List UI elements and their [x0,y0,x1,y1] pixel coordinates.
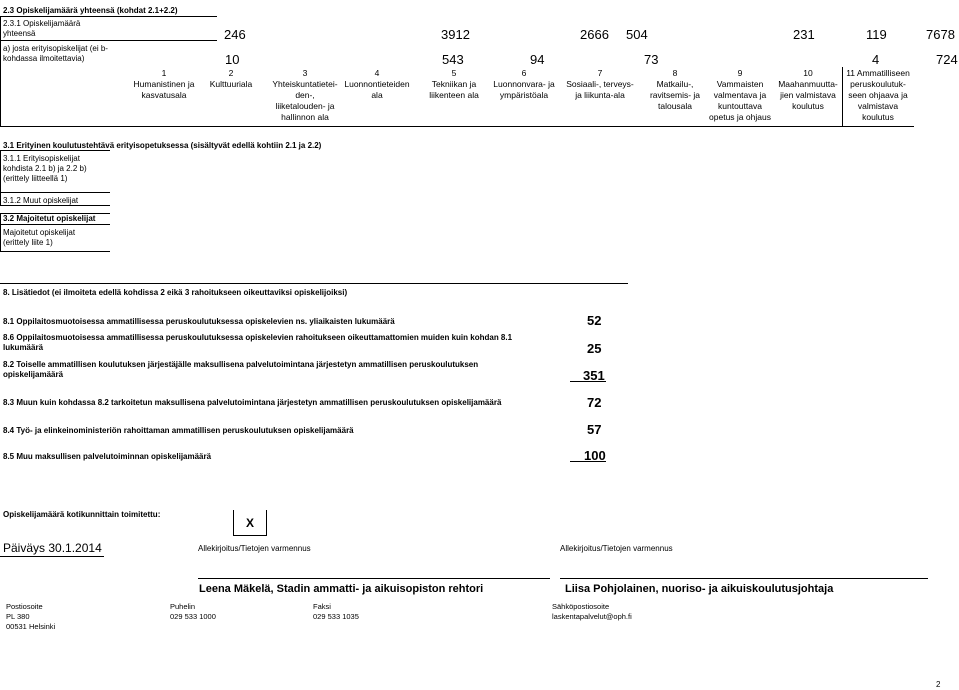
divider [0,205,110,206]
date-field: Päiväys 30.1.2014 [3,541,102,555]
divider [0,556,104,557]
divider [198,578,550,579]
divider [0,150,1,205]
total-value: 7678 [926,27,955,42]
category-header-2: 2 Kulttuuriala [209,68,253,89]
divider [0,16,217,17]
section-title-31: 3.1 Erityinen koulutustehtävä erityisopetuksessa (sisältyvät edellä kohtiin 2.1 ja 2.2) [3,141,322,150]
page-number: 2 [936,680,941,689]
footer-postal [6,602,55,632]
divider [0,213,1,251]
signature-label-2: Allekirjoitus/Tietojen varmennus [560,544,673,553]
phone-value: 029 533 1000 [170,612,216,621]
section-title-32: 3.2 Majoitetut opiskelijat [3,214,96,223]
phone-label: Puhelin [170,602,196,611]
divider [0,224,110,225]
divider [0,16,1,126]
item-8-5-label: 8.5 Muu maksullisen palvelutoiminnan opiskelijamäärä [3,452,212,461]
row-label-total-l2: yhteensä [3,29,36,38]
subsection-311-l1: 3.1.1 Erityisopiskelijat [3,154,80,163]
subsection-312: 3.1.2 Muut opiskelijat [3,196,79,205]
footer-email [552,602,632,622]
category-header-1: 1 Humanistinen ja kasvatusala [133,68,195,100]
category-header-4: 4 Luonnontieteiden ala [344,68,410,100]
row-label-special-l2: kohdassa ilmoitettavia) [3,54,85,63]
category-header-3: 3 Yhteiskuntatietei- den-, liiketalouden- ja hallinnon ala [272,68,338,122]
special-value: 543 [442,52,464,67]
category-header-6: 6 Luonnonvara- ja ympäristöala [493,68,555,100]
signature-label-1: Allekirjoitus/Tietojen varmennus [198,544,311,553]
category-header-8: 8 Matkailu-, ravitsemis- ja talousala [649,68,701,111]
subsection-311-l3: (erittely liitteellä 1) [3,174,68,183]
category-header-10: 10 Maahanmuutta- jien valmistava koulutus [778,68,838,111]
item-8-4-label: 8.4 Työ- ja elinkeinoministeriön rahoittaman ammatillisen peruskoulutuksen opiskelijamäärä [3,426,354,435]
category-header-9: 9 Vammaisten valmentava ja kuntouttava opetus ja ohjaus [709,68,771,122]
divider [0,126,914,127]
total-value: 504 [626,27,648,42]
item-8-6-label: 8.6 Oppilaitosmuotoisessa ammatillisessa peruskoulutuksessa opiskelevien rahoitukseen oikeuttamattomien muiden kuin kohdan 8.1 [3,333,513,342]
subsection-311-l2: kohdista 2.1 b) ja 2.2 b) [3,164,87,173]
signer-2: Liisa Pohjolainen, nuoriso- ja aikuiskoulutusjohtaja [565,583,834,595]
total-value: 3912 [441,27,470,42]
item-8-3-label: 8.3 Muun kuin kohdassa 8.2 tarkoitetun maksullisena palvelutoimintana järjestetyn ammatillisen peruskoulutuksen opiskelijamäärä [3,398,502,407]
total-value: 2666 [580,27,609,42]
delivery-mark: X [245,516,254,530]
footer-fax [313,602,359,622]
item-8-4-value: 57 [587,422,602,437]
divider [560,578,928,579]
item-8-6-value: 25 [587,341,602,356]
special-value: 724 [936,52,958,67]
signer-1: Leena Mäkelä, Stadin ammatti- ja aikuisopiston rehtori [199,583,484,595]
footer-phone [170,602,216,622]
fax-value: 029 533 1035 [313,612,359,621]
special-value: 10 [225,52,240,67]
divider [570,381,606,382]
item-8-2-value: 351 [583,368,605,383]
row-label-total-l1: 2.3.1 Opiskelijamäärä [3,19,81,28]
section-title-8: 8. Lisätiedot (ei ilmoiteta edellä kohdissa 2 eikä 3 rahoitukseen oikeuttaviksi opiskelijoiksi) [3,288,348,297]
special-value: 94 [530,52,545,67]
item-8-6-label-l2: lukumäärä [3,343,44,352]
divider [0,40,217,41]
postal-line2: 00531 Helsinki [6,622,56,631]
item-8-5-value: 100 [584,448,606,463]
category-header-5: 5 Tekniikan ja liikenteen ala [429,68,479,100]
divider [570,461,606,462]
special-value: 73 [644,52,659,67]
item-8-3-value: 72 [587,395,602,410]
postal-label: Postiosoite [6,602,43,611]
total-value: 231 [793,27,815,42]
delivery-checkbox[interactable] [233,510,267,536]
divider [0,150,110,151]
item-8-1-label: 8.1 Oppilaitosmuotoisessa ammatillisessa peruskoulutuksessa opiskelevien ns. yliaikaisten lukumäärä [3,317,395,326]
fax-label: Faksi [313,602,331,611]
category-header-11: 11 Ammatilliseen peruskoulutuk- seen ohjaava ja valmistava koulutus [846,68,910,122]
divider [0,192,110,193]
total-value: 119 [866,27,887,42]
divider [0,251,110,252]
category-header-7: 7 Sosiaali-, terveys- ja liikunta-ala [566,68,634,100]
row-label-special-l1: a) josta erityisopiskelijat (ei b- [3,44,108,53]
postal-line1: PL 380 [6,612,30,621]
section-title-23: 2.3 Opiskelijamäärä yhteensä (kohdat 2.1+2.2) [3,6,178,15]
section32-l1: Majoitetut opiskelijat [3,228,76,237]
email-label: Sähköpostiosoite [552,602,610,611]
divider [0,283,628,284]
item-8-2-label-l2: opiskelijamäärä [3,370,64,379]
delivery-label: Opiskelijamäärä kotikunnittain toimitettu: [3,510,161,519]
item-8-2-label: 8.2 Toiselle ammatillisen koulutuksen järjestäjälle maksullisena palvelutoimintana järjestetyn ammatillisen peruskoulutuksen [3,360,479,369]
total-value: 246 [224,27,246,42]
item-8-1-value: 52 [587,313,602,328]
special-value: 4 [872,52,880,67]
section32-l2: (erittely liite 1) [3,238,53,247]
email-value: laskentapalvelut@oph.fi [552,612,632,621]
